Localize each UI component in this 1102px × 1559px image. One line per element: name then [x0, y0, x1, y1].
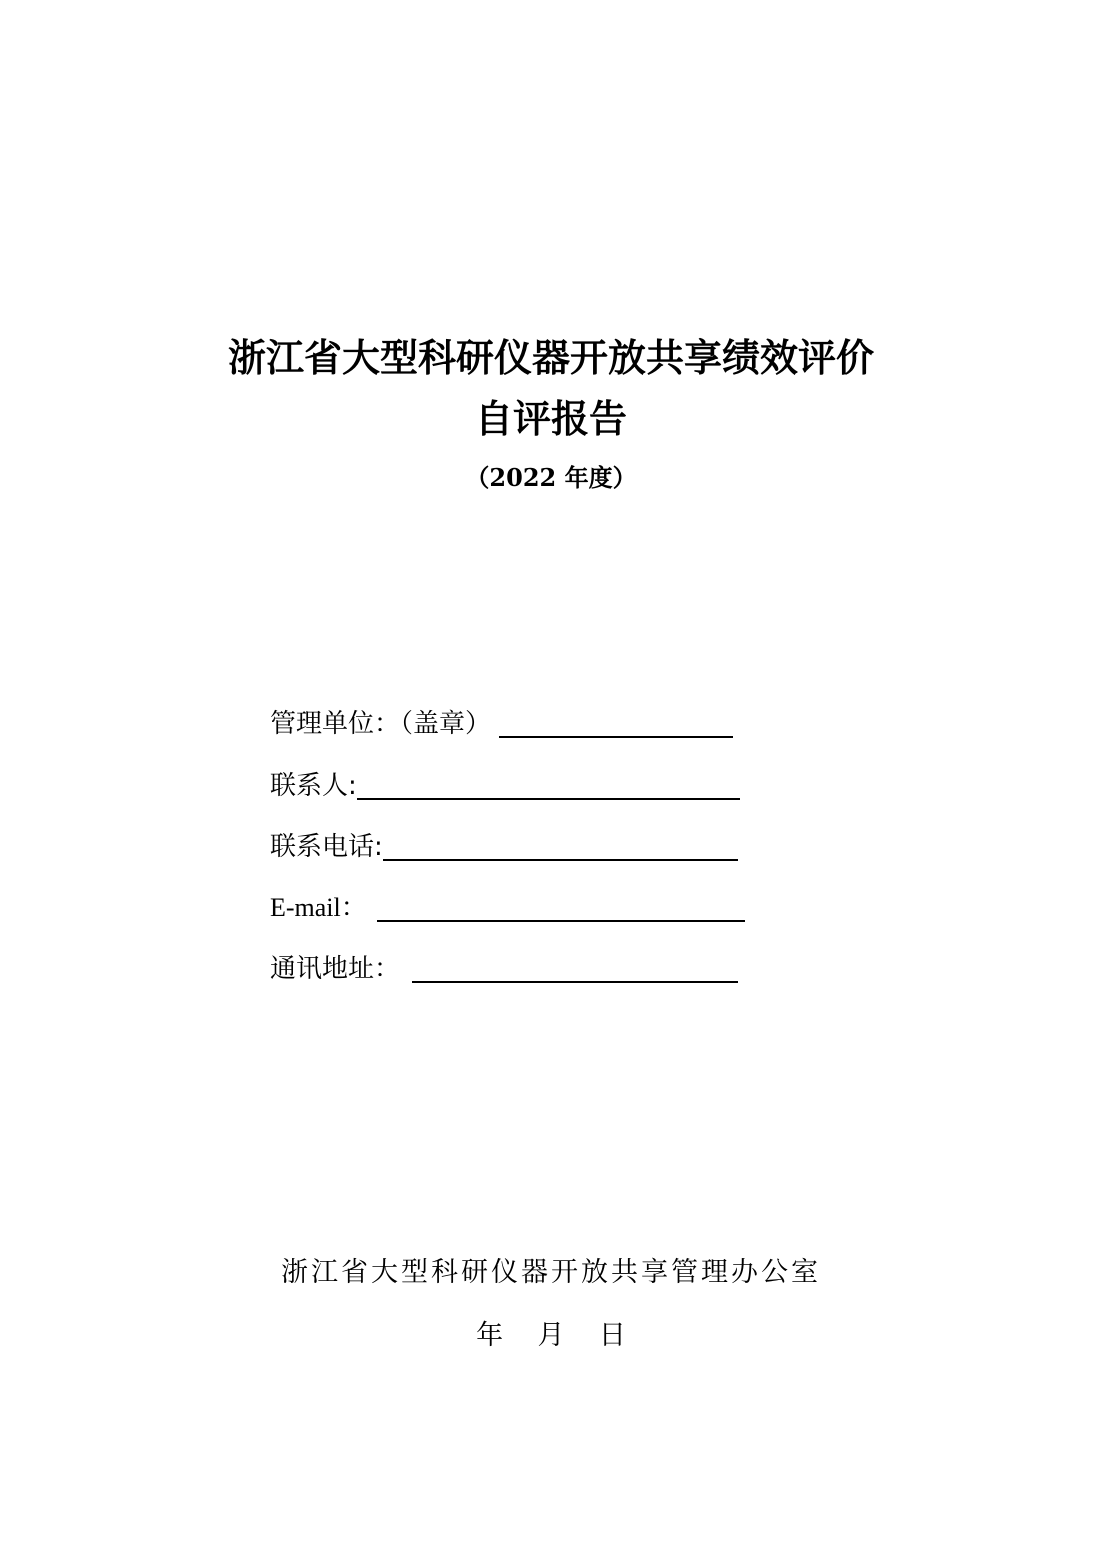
contact-phone-field: [270, 823, 738, 863]
management-unit-blank[interactable]: [499, 735, 733, 738]
mailing-address-field: [270, 945, 738, 985]
contact-phone-blank[interactable]: [383, 858, 738, 861]
issuing-organization: 浙江省大型科研仪器开放共享管理办公室: [281, 1257, 821, 1288]
email-label: E-mail：: [270, 893, 367, 922]
document-year: （2022 年度）: [465, 463, 637, 492]
issue-date: 年 月 日: [476, 1320, 626, 1351]
contact-phone-label: 联系电话:: [270, 832, 383, 862]
contact-person-blank[interactable]: [357, 797, 740, 800]
contact-person-label: 联系人:: [270, 771, 357, 801]
document-title-line2: 自评报告: [474, 396, 627, 441]
mailing-address-label: 通讯地址：: [270, 954, 401, 984]
contact-person-field: [270, 762, 740, 802]
mailing-address-blank[interactable]: [412, 980, 738, 983]
management-unit-field: [270, 700, 733, 740]
document-title-line1: 浙江省大型科研仪器开放共享绩效评价: [227, 335, 874, 380]
email-field: [270, 884, 745, 924]
management-unit-label: 管理单位：（盖章）: [270, 709, 492, 739]
email-blank[interactable]: [377, 919, 745, 922]
